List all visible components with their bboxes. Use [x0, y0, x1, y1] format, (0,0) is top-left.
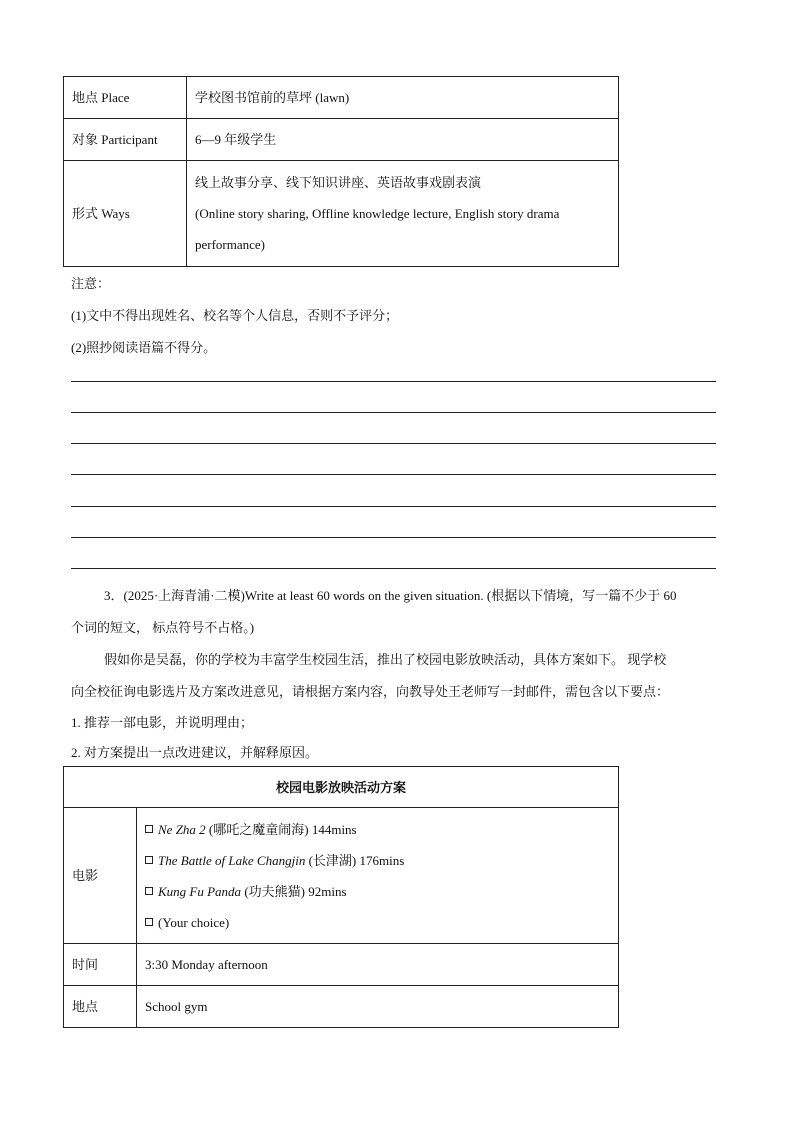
table-row — [64, 119, 619, 161]
note-item: (2)照抄阅读语篇不得分。 — [71, 340, 217, 355]
movie-detail: (Your choice) — [158, 914, 230, 930]
table-row — [64, 944, 619, 986]
checkbox-icon — [145, 918, 153, 926]
writing-line — [71, 568, 716, 569]
ways-label: 形式 Ways — [64, 161, 187, 267]
writing-line — [71, 506, 716, 507]
writing-line — [71, 381, 716, 382]
place-label: 地点 — [64, 986, 137, 1028]
question-heading-cont: 个词的短文， 标点符号不占格。) — [71, 620, 255, 635]
activity-info-table — [63, 76, 619, 267]
ways-line: performance) — [195, 237, 266, 252]
movie-list — [137, 808, 619, 944]
writing-line — [71, 443, 716, 444]
place-label: 地点 Place — [64, 77, 187, 119]
question-situation: 假如你是吴磊，你的学校为丰富学生校园生活，推出了校园电影放映活动，具体方案如下。 现学校 — [104, 652, 667, 667]
time-value: 3:30 Monday afternoon — [137, 944, 619, 986]
time-label: 时间 — [64, 944, 137, 986]
ways-line: 线上故事分享、线下知识讲座、英语故事戏剧表演 — [195, 175, 482, 190]
movie-plan-table — [63, 766, 619, 1028]
requirement-point: 2. 对方案提出一点改进建议，并解释原因。 — [71, 745, 319, 760]
movie-detail: (功夫熊猫) 92mins — [241, 883, 347, 899]
checkbox-icon — [145, 887, 153, 895]
notes-title: 注意： — [71, 276, 111, 291]
question-heading: 3．(2025·上海青浦·二模)Write at least 60 words on the given situation. (根据以下情境，写一篇不少于 60 — [104, 588, 677, 603]
participant-label: 对象 Participant — [64, 119, 187, 161]
writing-line — [71, 412, 716, 413]
table-row — [64, 808, 619, 944]
movie-title: Kung Fu Panda — [158, 883, 242, 899]
ways-line: (Online story sharing, Offline knowledge lecture, English story drama — [195, 206, 560, 221]
writing-line — [71, 537, 716, 538]
table-row — [64, 161, 619, 267]
movie-title: Ne Zha 2 — [158, 821, 206, 837]
table-row — [64, 767, 619, 808]
plan-title: 校园电影放映活动方案 — [64, 767, 619, 808]
movie-title: The Battle of Lake Changjin — [158, 852, 306, 868]
note-item: (1)文中不得出现姓名、校名等个人信息，否则不予评分； — [71, 308, 399, 323]
writing-line — [71, 474, 716, 475]
table-row — [64, 986, 619, 1028]
movie-option — [145, 907, 610, 938]
checkbox-icon — [145, 856, 153, 864]
movie-option — [145, 814, 610, 845]
checkbox-icon — [145, 825, 153, 833]
movie-detail: (哪吒之魔童闹海) 144mins — [205, 821, 357, 837]
movie-option — [145, 876, 610, 907]
movie-option — [145, 845, 610, 876]
table-row — [64, 77, 619, 119]
requirement-point: 1. 推荐一部电影，并说明理由； — [71, 715, 254, 730]
place-value: 学校图书馆前的草坪 (lawn) — [187, 77, 619, 119]
movie-detail: (长津湖) 176mins — [305, 852, 405, 868]
ways-value — [187, 161, 619, 267]
place-value: School gym — [137, 986, 619, 1028]
participant-value: 6—9 年级学生 — [187, 119, 619, 161]
movie-label: 电影 — [64, 808, 137, 944]
question-situation-cont: 向全校征询电影选片及方案改进意见，请根据方案内容，向教导处王老师写一封邮件，需包含以下要点： — [71, 684, 670, 699]
